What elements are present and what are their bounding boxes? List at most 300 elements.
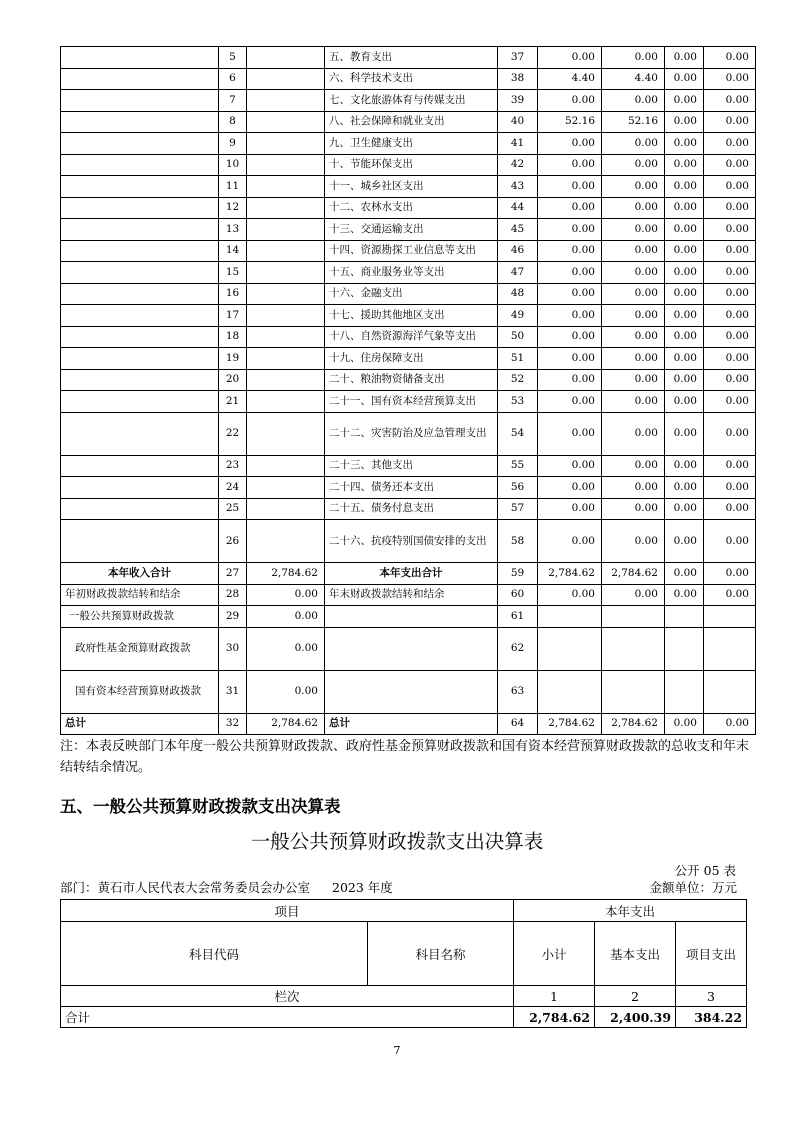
expense-line-no: 38 <box>498 68 538 90</box>
general-budget: 0.00 <box>602 391 665 413</box>
gov-fund-budget: 0.00 <box>665 240 704 262</box>
income-amount: 0.00 <box>247 584 325 606</box>
gov-fund-budget: 0.00 <box>665 412 704 455</box>
table-row <box>61 455 756 477</box>
general-budget <box>602 606 665 628</box>
general-budget: 0.00 <box>602 283 665 305</box>
expense-item: 十一、城乡社区支出 <box>325 176 498 198</box>
income-item <box>61 391 219 413</box>
header-subject-name: 科目名称 <box>368 922 514 986</box>
income-amount: 2,784.62 <box>247 713 325 735</box>
expense-line-no: 46 <box>498 240 538 262</box>
general-budget: 0.00 <box>602 412 665 455</box>
expense-total: 0.00 <box>538 262 602 284</box>
expense-item: 十八、自然资源海洋气象等支出 <box>325 326 498 348</box>
expense-line-no: 44 <box>498 197 538 219</box>
table-row <box>61 348 756 370</box>
expense-line-no: 48 <box>498 283 538 305</box>
general-budget: 0.00 <box>602 240 665 262</box>
expense-item: 二十一、国有资本经营预算支出 <box>325 391 498 413</box>
header-item: 项目 <box>61 900 514 922</box>
expense-total <box>538 606 602 628</box>
expense-line-no: 58 <box>498 520 538 563</box>
income-item <box>61 219 219 241</box>
state-capital-budget: 0.00 <box>704 369 756 391</box>
general-budget: 2,784.62 <box>602 713 665 735</box>
gov-fund-budget: 0.00 <box>665 713 704 735</box>
income-item <box>61 283 219 305</box>
income-line-no: 6 <box>219 68 247 90</box>
income-item <box>61 47 219 69</box>
income-amount <box>247 369 325 391</box>
col-index-2: 2 <box>595 986 676 1007</box>
table-row <box>61 111 756 133</box>
general-budget: 0.00 <box>602 498 665 520</box>
income-item <box>61 326 219 348</box>
general-budget: 0.00 <box>602 262 665 284</box>
income-item: 国有资本经营预算财政拨款 <box>61 670 219 713</box>
table-code: 公开 05 表 <box>674 863 736 878</box>
gov-fund-budget: 0.00 <box>665 305 704 327</box>
table-row <box>61 606 756 628</box>
expense-line-no: 59 <box>498 563 538 585</box>
expense-item: 二十六、抗疫特别国债安排的支出 <box>325 520 498 563</box>
state-capital-budget: 0.00 <box>704 154 756 176</box>
income-line-no: 17 <box>219 305 247 327</box>
header-project: 项目支出 <box>676 922 747 986</box>
state-capital-budget: 0.00 <box>704 455 756 477</box>
gov-fund-budget: 0.00 <box>665 90 704 112</box>
total-basic: 2,400.39 <box>595 1007 676 1028</box>
state-capital-budget: 0.00 <box>704 713 756 735</box>
general-budget: 52.16 <box>602 111 665 133</box>
header-basic: 基本支出 <box>595 922 676 986</box>
expense-item: 十六、金融支出 <box>325 283 498 305</box>
income-line-no: 5 <box>219 47 247 69</box>
state-capital-budget: 0.00 <box>704 240 756 262</box>
state-capital-budget: 0.00 <box>704 412 756 455</box>
expense-line-no: 47 <box>498 262 538 284</box>
income-line-no: 28 <box>219 584 247 606</box>
expense-item <box>325 670 498 713</box>
general-budget: 0.00 <box>602 348 665 370</box>
expense-item: 八、社会保障和就业支出 <box>325 111 498 133</box>
gov-fund-budget: 0.00 <box>665 133 704 155</box>
table-row <box>61 412 756 455</box>
fiscal-appropriation-table <box>60 46 756 735</box>
expense-line-no: 54 <box>498 412 538 455</box>
income-amount: 0.00 <box>247 670 325 713</box>
expense-total: 0.00 <box>538 412 602 455</box>
expense-line-no: 49 <box>498 305 538 327</box>
expense-total: 0.00 <box>538 520 602 563</box>
income-item <box>61 154 219 176</box>
state-capital-budget: 0.00 <box>704 47 756 69</box>
state-capital-budget: 0.00 <box>704 90 756 112</box>
gov-fund-budget: 0.00 <box>665 563 704 585</box>
general-budget: 0.00 <box>602 176 665 198</box>
expense-total: 2,784.62 <box>538 713 602 735</box>
general-budget: 0.00 <box>602 477 665 499</box>
general-budget: 2,784.62 <box>602 563 665 585</box>
income-item: 本年收入合计 <box>61 563 219 585</box>
general-budget: 0.00 <box>602 369 665 391</box>
gov-fund-budget: 0.00 <box>665 219 704 241</box>
income-item <box>61 68 219 90</box>
table-row <box>61 713 756 735</box>
table-row <box>61 176 756 198</box>
income-item <box>61 90 219 112</box>
table-row <box>61 498 756 520</box>
income-amount <box>247 240 325 262</box>
income-item <box>61 520 219 563</box>
gov-fund-budget: 0.00 <box>665 348 704 370</box>
income-item <box>61 111 219 133</box>
income-line-no: 9 <box>219 133 247 155</box>
general-budget: 0.00 <box>602 326 665 348</box>
income-item: 年初财政拨款结转和结余 <box>61 584 219 606</box>
state-capital-budget: 0.00 <box>704 111 756 133</box>
table-row <box>61 369 756 391</box>
expense-item <box>325 627 498 670</box>
income-item: 政府性基金预算财政拨款 <box>61 627 219 670</box>
gov-fund-budget: 0.00 <box>665 520 704 563</box>
state-capital-budget: 0.00 <box>704 348 756 370</box>
income-amount <box>247 197 325 219</box>
state-capital-budget: 0.00 <box>704 133 756 155</box>
total-project: 384.22 <box>676 1007 747 1028</box>
income-amount <box>247 176 325 198</box>
general-budget: 0.00 <box>602 47 665 69</box>
general-budget: 0.00 <box>602 154 665 176</box>
header-row <box>61 922 747 986</box>
gov-fund-budget: 0.00 <box>665 47 704 69</box>
expense-line-no: 60 <box>498 584 538 606</box>
table-row <box>61 584 756 606</box>
expense-item: 十五、商业服务业等支出 <box>325 262 498 284</box>
unit-label: 金额单位：万元 <box>649 880 737 895</box>
page-number: 7 <box>393 1044 401 1057</box>
income-item <box>61 262 219 284</box>
gov-fund-budget: 0.00 <box>665 111 704 133</box>
income-line-no: 12 <box>219 197 247 219</box>
state-capital-budget <box>704 670 756 713</box>
table-row <box>61 90 756 112</box>
income-amount <box>247 111 325 133</box>
state-capital-budget: 0.00 <box>704 326 756 348</box>
general-budget: 0.00 <box>602 305 665 327</box>
table-row <box>61 477 756 499</box>
state-capital-budget: 0.00 <box>704 197 756 219</box>
expense-item: 九、卫生健康支出 <box>325 133 498 155</box>
expense-item <box>325 606 498 628</box>
gov-fund-budget: 0.00 <box>665 326 704 348</box>
income-item <box>61 176 219 198</box>
gov-fund-budget: 0.00 <box>665 477 704 499</box>
income-line-no: 20 <box>219 369 247 391</box>
table-row <box>61 133 756 155</box>
gov-fund-budget: 0.00 <box>665 584 704 606</box>
income-item <box>61 133 219 155</box>
income-line-no: 14 <box>219 240 247 262</box>
general-budget <box>602 670 665 713</box>
income-amount <box>247 154 325 176</box>
expense-item: 十七、援助其他地区支出 <box>325 305 498 327</box>
header-year-expenditure: 本年支出 <box>514 900 747 922</box>
state-capital-budget: 0.00 <box>704 498 756 520</box>
income-amount <box>247 412 325 455</box>
income-item <box>61 305 219 327</box>
expense-line-no: 56 <box>498 477 538 499</box>
state-capital-budget: 0.00 <box>704 391 756 413</box>
income-item <box>61 197 219 219</box>
header-subject-code: 科目代码 <box>61 922 368 986</box>
expense-total: 2,784.62 <box>538 563 602 585</box>
general-budget: 0.00 <box>602 219 665 241</box>
expense-item: 十九、住房保障支出 <box>325 348 498 370</box>
expense-total: 52.16 <box>538 111 602 133</box>
income-line-no: 15 <box>219 262 247 284</box>
expense-line-no: 61 <box>498 606 538 628</box>
expense-line-no: 39 <box>498 90 538 112</box>
expense-line-no: 50 <box>498 326 538 348</box>
income-line-no: 29 <box>219 606 247 628</box>
table-row <box>61 627 756 670</box>
table-row <box>61 391 756 413</box>
expense-line-no: 62 <box>498 627 538 670</box>
income-line-no: 22 <box>219 412 247 455</box>
expense-line-no: 52 <box>498 369 538 391</box>
expense-total <box>538 627 602 670</box>
expense-total <box>538 670 602 713</box>
state-capital-budget: 0.00 <box>704 176 756 198</box>
gov-fund-budget <box>665 670 704 713</box>
section-heading: 五、一般公共预算财政拨款支出决算表 <box>60 797 341 816</box>
general-budget: 0.00 <box>602 197 665 219</box>
expense-total: 0.00 <box>538 391 602 413</box>
income-line-no: 30 <box>219 627 247 670</box>
gov-fund-budget: 0.00 <box>665 197 704 219</box>
state-capital-budget: 0.00 <box>704 262 756 284</box>
expense-total: 0.00 <box>538 369 602 391</box>
income-amount <box>247 262 325 284</box>
gov-fund-budget: 0.00 <box>665 154 704 176</box>
gov-fund-budget: 0.00 <box>665 283 704 305</box>
expense-total: 0.00 <box>538 283 602 305</box>
state-capital-budget: 0.00 <box>704 520 756 563</box>
expense-line-no: 63 <box>498 670 538 713</box>
col-index-3: 3 <box>676 986 747 1007</box>
state-capital-budget: 0.00 <box>704 584 756 606</box>
expense-item: 十、节能环保支出 <box>325 154 498 176</box>
expense-line-no: 53 <box>498 391 538 413</box>
expense-total: 0.00 <box>538 90 602 112</box>
state-capital-budget: 0.00 <box>704 477 756 499</box>
expense-item: 二十五、债务付息支出 <box>325 498 498 520</box>
table-row <box>61 47 756 69</box>
table-row <box>61 283 756 305</box>
income-item <box>61 240 219 262</box>
expense-total: 0.00 <box>538 584 602 606</box>
income-line-no: 16 <box>219 283 247 305</box>
table-row <box>61 305 756 327</box>
fiscal-year: 2023 年度 <box>332 880 393 895</box>
general-budget: 0.00 <box>602 90 665 112</box>
table-row <box>61 240 756 262</box>
income-amount <box>247 90 325 112</box>
expense-line-no: 40 <box>498 111 538 133</box>
general-budget-expenditure-table <box>60 899 747 1028</box>
expense-item: 十四、资源勘探工业信息等支出 <box>325 240 498 262</box>
expense-line-no: 37 <box>498 47 538 69</box>
col-index-1: 1 <box>514 986 595 1007</box>
expense-item: 二十二、灾害防治及应急管理支出 <box>325 412 498 455</box>
expense-item: 二十四、债务还本支出 <box>325 477 498 499</box>
income-line-no: 7 <box>219 90 247 112</box>
table-row <box>61 563 756 585</box>
income-line-no: 10 <box>219 154 247 176</box>
income-item <box>61 412 219 455</box>
table-row <box>61 68 756 90</box>
income-amount <box>247 520 325 563</box>
state-capital-budget: 0.00 <box>704 219 756 241</box>
income-line-no: 27 <box>219 563 247 585</box>
table-row <box>61 670 756 713</box>
income-amount <box>247 47 325 69</box>
table-row <box>61 326 756 348</box>
income-line-no: 32 <box>219 713 247 735</box>
table-row <box>61 197 756 219</box>
income-amount <box>247 391 325 413</box>
expense-line-no: 42 <box>498 154 538 176</box>
income-line-no: 31 <box>219 670 247 713</box>
general-budget: 4.40 <box>602 68 665 90</box>
general-budget: 0.00 <box>602 455 665 477</box>
total-row <box>61 1007 747 1028</box>
income-line-no: 11 <box>219 176 247 198</box>
income-line-no: 8 <box>219 111 247 133</box>
expense-item: 二十三、其他支出 <box>325 455 498 477</box>
income-amount <box>247 477 325 499</box>
table-row <box>61 262 756 284</box>
expense-item: 五、教育支出 <box>325 47 498 69</box>
expense-total: 0.00 <box>538 305 602 327</box>
income-line-no: 19 <box>219 348 247 370</box>
expense-line-no: 57 <box>498 498 538 520</box>
expense-total: 0.00 <box>538 47 602 69</box>
income-amount <box>247 455 325 477</box>
income-line-no: 26 <box>219 520 247 563</box>
state-capital-budget <box>704 627 756 670</box>
general-budget: 0.00 <box>602 520 665 563</box>
expense-total: 0.00 <box>538 348 602 370</box>
income-amount: 2,784.62 <box>247 563 325 585</box>
expense-item: 六、科学技术支出 <box>325 68 498 90</box>
income-item <box>61 477 219 499</box>
income-amount <box>247 305 325 327</box>
department-label: 部门：黄石市人民代表大会常务委员会办公室 <box>60 880 311 895</box>
expense-total: 0.00 <box>538 219 602 241</box>
income-line-no: 24 <box>219 477 247 499</box>
income-line-no: 18 <box>219 326 247 348</box>
state-capital-budget: 0.00 <box>704 563 756 585</box>
expense-total: 0.00 <box>538 133 602 155</box>
expense-total: 0.00 <box>538 154 602 176</box>
income-item <box>61 455 219 477</box>
expense-line-no: 43 <box>498 176 538 198</box>
expense-total: 0.00 <box>538 197 602 219</box>
income-amount <box>247 348 325 370</box>
state-capital-budget: 0.00 <box>704 283 756 305</box>
expense-line-no: 45 <box>498 219 538 241</box>
income-item: 一般公共预算财政拨款 <box>61 606 219 628</box>
state-capital-budget: 0.00 <box>704 68 756 90</box>
expense-item: 七、文化旅游体育与传媒支出 <box>325 90 498 112</box>
income-amount <box>247 219 325 241</box>
expense-total: 0.00 <box>538 455 602 477</box>
state-capital-budget: 0.00 <box>704 305 756 327</box>
income-line-no: 13 <box>219 219 247 241</box>
table-row <box>61 154 756 176</box>
gov-fund-budget: 0.00 <box>665 369 704 391</box>
income-amount <box>247 133 325 155</box>
expense-line-no: 41 <box>498 133 538 155</box>
table-title: 一般公共预算财政拨款支出决算表 <box>250 830 544 853</box>
expense-line-no: 51 <box>498 348 538 370</box>
expense-total: 0.00 <box>538 498 602 520</box>
table-note: 注：本表反映部门本年度一般公共预算财政拨款、政府性基金预算财政拨款和国有资本经营预算财政拨款的总收支和年末结转结余情况。 <box>60 739 750 775</box>
total-subtotal: 2,784.62 <box>514 1007 595 1028</box>
income-line-no: 21 <box>219 391 247 413</box>
state-capital-budget <box>704 606 756 628</box>
income-line-no: 23 <box>219 455 247 477</box>
income-amount <box>247 498 325 520</box>
expense-line-no: 55 <box>498 455 538 477</box>
income-amount <box>247 283 325 305</box>
income-amount <box>247 68 325 90</box>
gov-fund-budget: 0.00 <box>665 498 704 520</box>
gov-fund-budget: 0.00 <box>665 455 704 477</box>
expense-total: 4.40 <box>538 68 602 90</box>
income-item <box>61 369 219 391</box>
lanci-label: 栏次 <box>61 986 514 1007</box>
income-item <box>61 498 219 520</box>
table-row <box>61 520 756 563</box>
general-budget: 0.00 <box>602 584 665 606</box>
gov-fund-budget: 0.00 <box>665 262 704 284</box>
table-row <box>61 219 756 241</box>
income-line-no: 25 <box>219 498 247 520</box>
expense-item: 年末财政拨款结转和结余 <box>325 584 498 606</box>
expense-item: 本年支出合计 <box>325 563 498 585</box>
income-amount: 0.00 <box>247 627 325 670</box>
gov-fund-budget <box>665 606 704 628</box>
expense-line-no: 64 <box>498 713 538 735</box>
column-index-row <box>61 986 747 1007</box>
expense-total: 0.00 <box>538 240 602 262</box>
total-label: 合计 <box>61 1007 514 1028</box>
expense-item: 十二、农林水支出 <box>325 197 498 219</box>
income-item <box>61 348 219 370</box>
expense-total: 0.00 <box>538 326 602 348</box>
gov-fund-budget: 0.00 <box>665 68 704 90</box>
income-item: 总计 <box>61 713 219 735</box>
gov-fund-budget: 0.00 <box>665 391 704 413</box>
header-row <box>61 900 747 922</box>
income-amount: 0.00 <box>247 606 325 628</box>
table-meta <box>60 878 737 896</box>
general-budget <box>602 627 665 670</box>
